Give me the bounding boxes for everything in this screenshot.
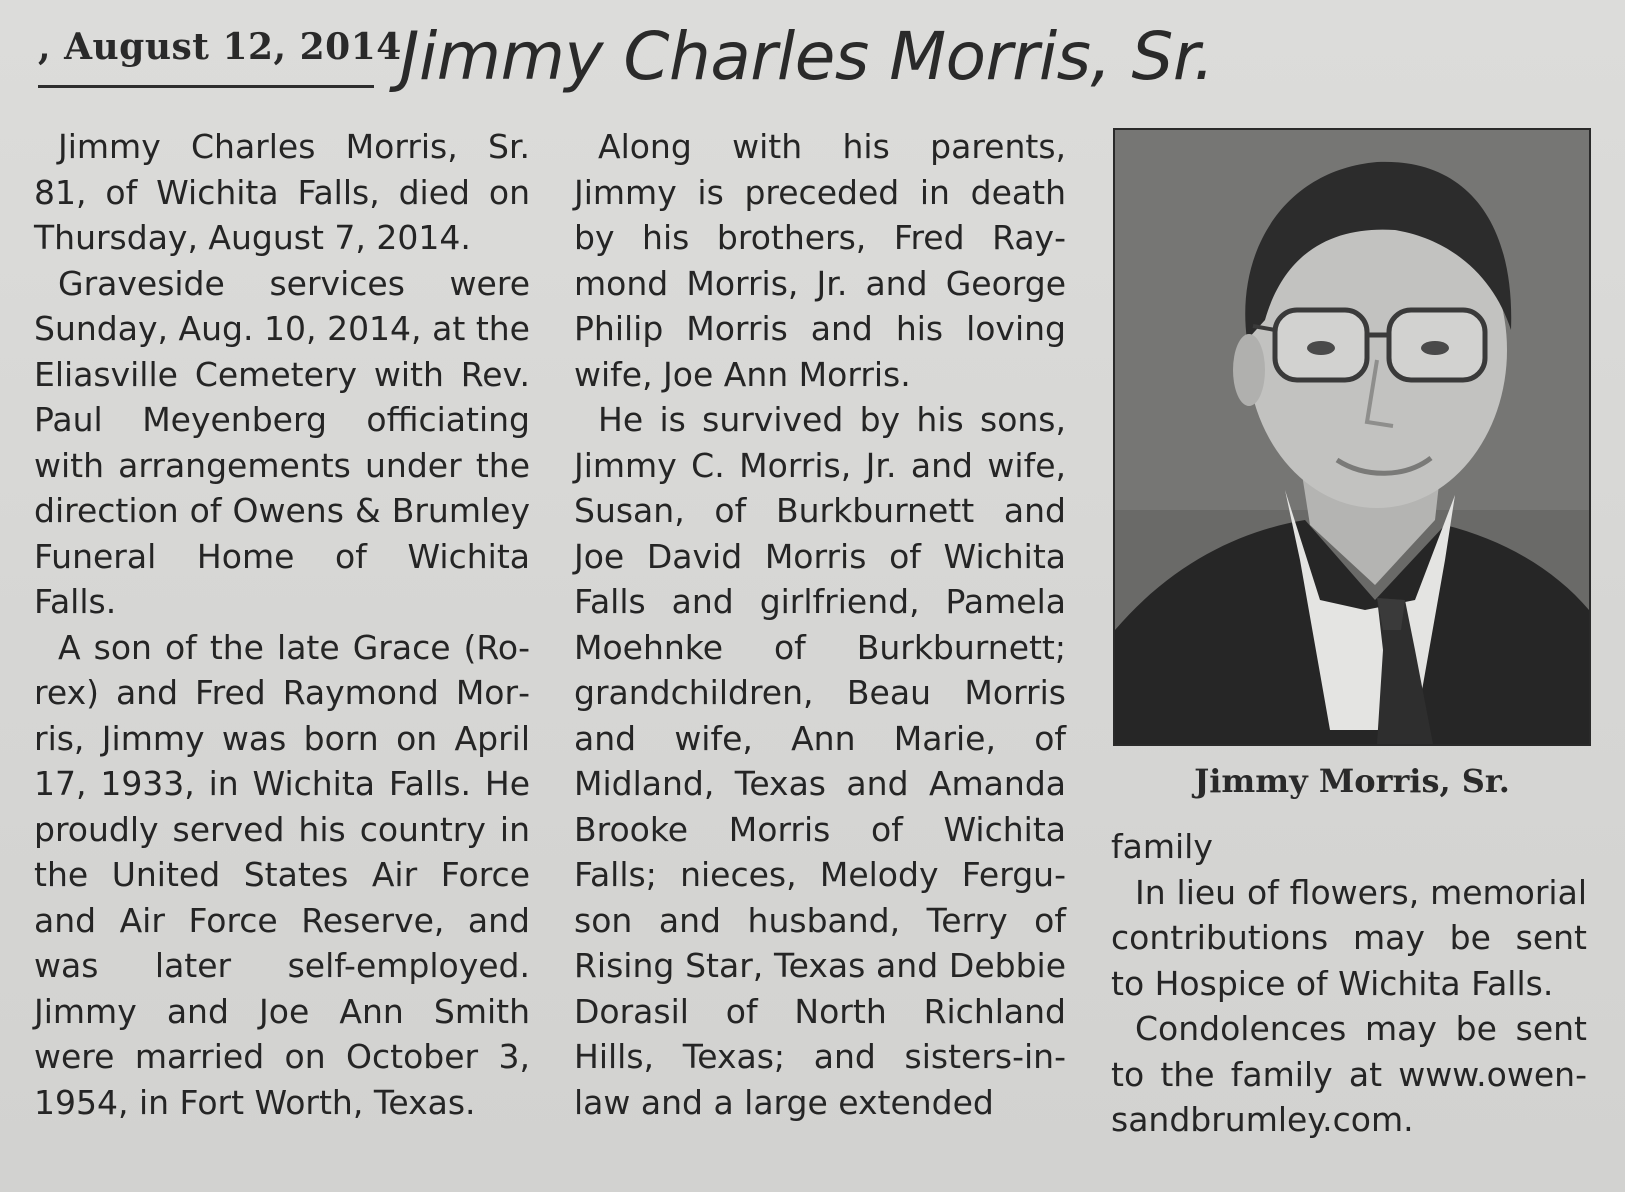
paragraph-services: Graveside services were Sunday, Aug. 10, 2014, at the Eliasville Cemetery with Rev. Paul Meyenberg officiating with arrangements under the direction of Owens & Brumley Funeral Home of Wichita Falls.	[34, 263, 530, 621]
dateline: , August 12, 2014	[38, 26, 402, 68]
paragraph-biography: A son of the late Grace (Rorex) and Fred Raymond Morris, Jimmy was born on April 17, 1933, in Wichita Falls. He proudly served his country in the United States Air Force and Air Force Reserve, and was later self-employed. Jimmy and Joe Ann Smith were married on October 3, 1954, in Fort Worth, Texas.	[34, 627, 530, 1122]
paragraph-condolences: Condolences may be sent to the family at www.owensandbrumley.com.	[1111, 1009, 1587, 1139]
paragraph-family-continued: family	[1111, 827, 1213, 866]
portrait-illustration	[1115, 130, 1589, 744]
obituary-headline: Jimmy Charles Morris, Sr.	[400, 18, 1214, 95]
dateline-rule	[38, 85, 374, 88]
text-column-1	[34, 124, 530, 1125]
paragraph-death-notice: Jimmy Charles Morris, Sr. 81, of Wichita Falls, died on Thursday, August 7, 2014.	[34, 127, 530, 257]
text-column-3	[1111, 824, 1587, 1143]
paragraph-memorials: In lieu of flowers, memorial contributions may be sent to Hospice of Wichita Falls.	[1111, 872, 1587, 1003]
text-column-2	[574, 124, 1066, 1125]
portrait-photo	[1113, 128, 1591, 746]
paragraph-survivors: He is survived by his sons, Jimmy C. Morris, Jr. and wife, Susan, of Burkburnett and Joe David Morris of Wichita Falls and girlfriend, Pamela Moehnke of Burkburnett; grandchildren, Beau Morris and wife, Ann Marie, of Midland, Texas and Amanda Brooke Morris of Wichita Falls; nieces, Melody Ferguson and husband, Terry of Rising Star, Texas and Debbie Dorasil of North Richland Hills, Texas; and sisters-in-law and a large extended	[574, 400, 1066, 1122]
photo-caption: Jimmy Morris, Sr.	[1194, 762, 1510, 800]
paragraph-preceded: Along with his parents, Jimmy is preceded in death by his brothers, Fred Raymond Morris, Jr. and George Philip Morris and his loving wife, Joe Ann Morris.	[574, 127, 1066, 394]
